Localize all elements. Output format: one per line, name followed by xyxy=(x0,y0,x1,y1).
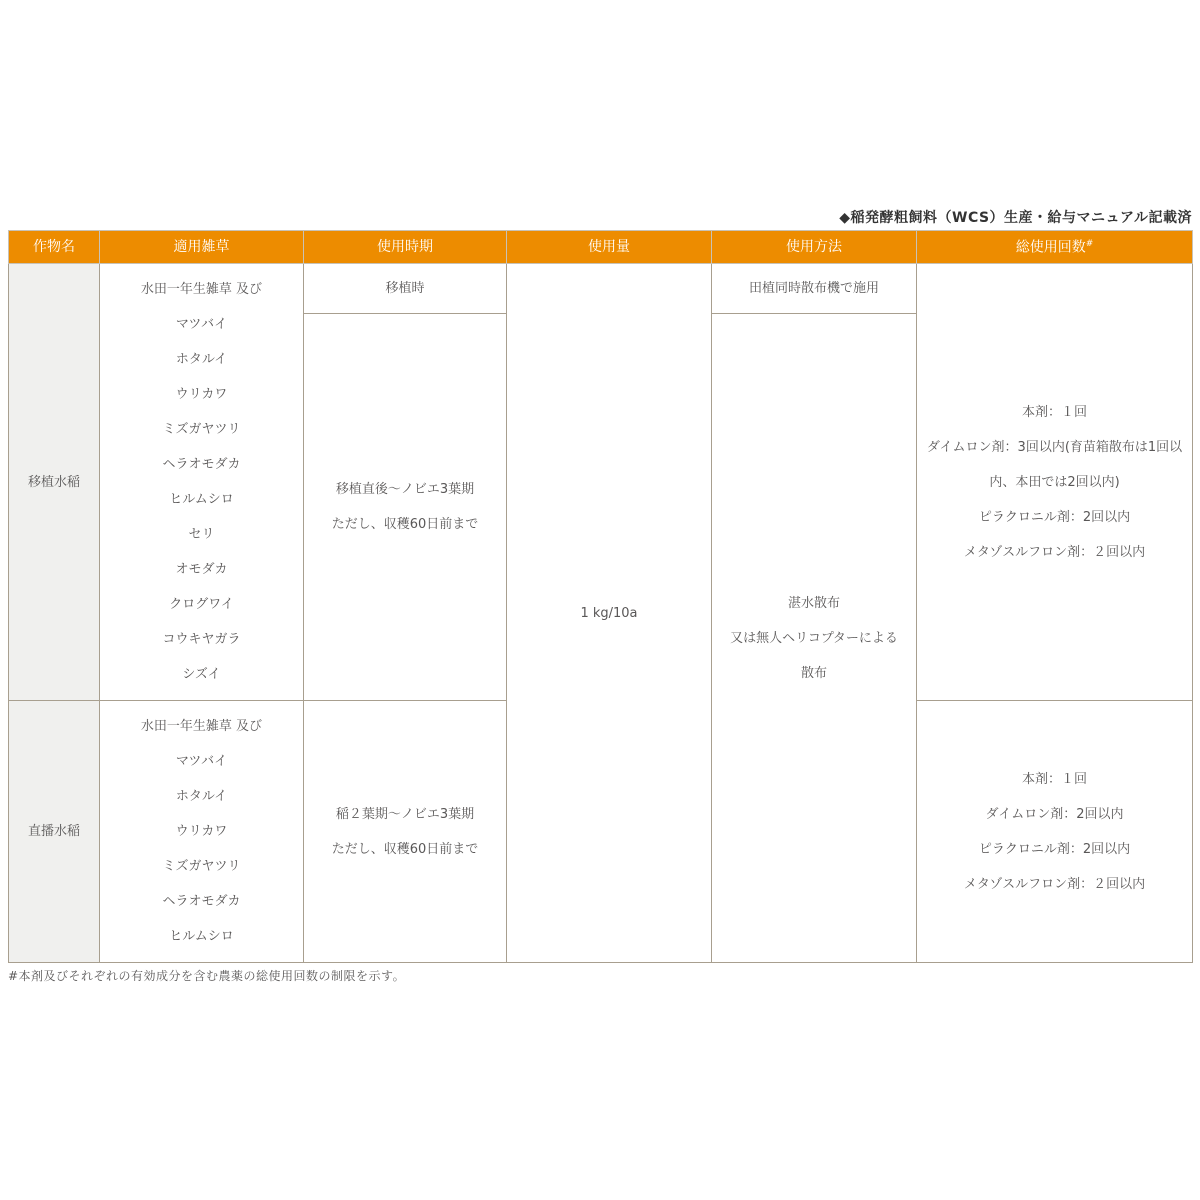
count-restriction-line: ピラクロニル剤：2回以内 xyxy=(978,509,1131,525)
timing-line: 移植直後～ノビエ3葉期 xyxy=(335,482,475,497)
method-line: 散布 xyxy=(800,665,827,681)
weed-name: 水田一年生雑草 及び xyxy=(140,282,263,297)
cell-weeds-transplanted xyxy=(100,264,304,701)
weed-name: ヒルムシロ xyxy=(169,492,234,507)
cell-count-transplanted xyxy=(917,264,1193,701)
header-method: 使用方法 xyxy=(712,231,917,264)
cell-method-first: 田植同時散布機で施用 xyxy=(712,264,917,314)
weed-name: シズイ xyxy=(182,667,221,682)
header-timing: 使用時期 xyxy=(304,231,507,264)
weed-name: セリ xyxy=(188,527,215,542)
header-crop: 作物名 xyxy=(9,231,100,264)
weed-name: マツバイ xyxy=(175,317,228,332)
count-restriction-line: メタゾスルフロン剤：２回以内 xyxy=(963,876,1146,892)
weed-name: クログワイ xyxy=(169,597,234,612)
count-restriction-line: ピラクロニル剤：2回以内 xyxy=(978,841,1131,857)
weed-name: ヒルムシロ xyxy=(169,929,234,944)
count-restriction-line: ダイムロン剤：2回以内 xyxy=(985,806,1124,822)
table-row-transplanted-sub1 xyxy=(9,264,1193,314)
cell-timing-transplanted-first: 移植時 xyxy=(304,264,507,314)
cell-method-second xyxy=(712,314,917,963)
timing-line: 稲２葉期～ノビエ3葉期 xyxy=(335,806,475,822)
count-restriction-line: ダイムロン剤：3回以内(育苗箱散布は1回以内、本田では2回以内) xyxy=(926,439,1183,490)
cell-crop-transplanted: 移植水稲 xyxy=(9,264,100,701)
page-title: ◆稲発酵粗飼料（WCS）生産・給与マニュアル記載済 xyxy=(839,210,1192,226)
count-restriction-line: 本剤：１回 xyxy=(1021,404,1087,420)
weed-name: マツバイ xyxy=(175,754,228,769)
header-amount: 使用量 xyxy=(507,231,712,264)
header-row xyxy=(9,231,1193,264)
pesticide-usage-table xyxy=(8,230,1193,963)
weed-name: ホタルイ xyxy=(175,352,228,367)
timing-line: ただし、収穫60日前まで xyxy=(331,517,479,532)
header-total-count-label: 総使用回数 xyxy=(1015,239,1086,256)
weed-name: オモダカ xyxy=(175,562,228,577)
cell-timing-direct-seeded xyxy=(304,701,507,963)
cell-crop-direct-seeded: 直播水稲 xyxy=(9,701,100,963)
header-weeds: 適用雑草 xyxy=(100,231,304,264)
weed-name: ホタルイ xyxy=(175,789,228,804)
cell-count-direct-seeded xyxy=(917,701,1193,963)
cell-weeds-direct-seeded xyxy=(100,701,304,963)
weed-name: コウキヤガラ xyxy=(162,632,241,647)
weed-name: ミズガヤツリ xyxy=(162,859,241,874)
weed-name: ヘラオモダカ xyxy=(162,457,241,472)
header-total-count xyxy=(917,231,1193,264)
weed-name: 水田一年生雑草 及び xyxy=(140,719,263,734)
footnote-mark: # xyxy=(1085,238,1094,249)
weed-name: ウリカワ xyxy=(175,387,228,402)
method-line: 又は無人ヘリコプターによる xyxy=(730,630,898,646)
count-restriction-line: 本剤：１回 xyxy=(1021,771,1087,787)
cell-timing-transplanted-second xyxy=(304,314,507,701)
cell-amount: 1 kg/10a xyxy=(507,264,712,963)
weed-name: ヘラオモダカ xyxy=(162,894,241,909)
method-line: 湛水散布 xyxy=(787,595,840,611)
count-restriction-line: メタゾスルフロン剤：２回以内 xyxy=(963,544,1146,560)
timing-line: ただし、収穫60日前まで xyxy=(331,841,479,857)
table-footnote: #本剤及びそれぞれの有効成分を含む農薬の総使用回数の制限を示す。 xyxy=(8,969,406,983)
weed-name: ウリカワ xyxy=(175,824,228,839)
weed-name: ミズガヤツリ xyxy=(162,422,241,437)
